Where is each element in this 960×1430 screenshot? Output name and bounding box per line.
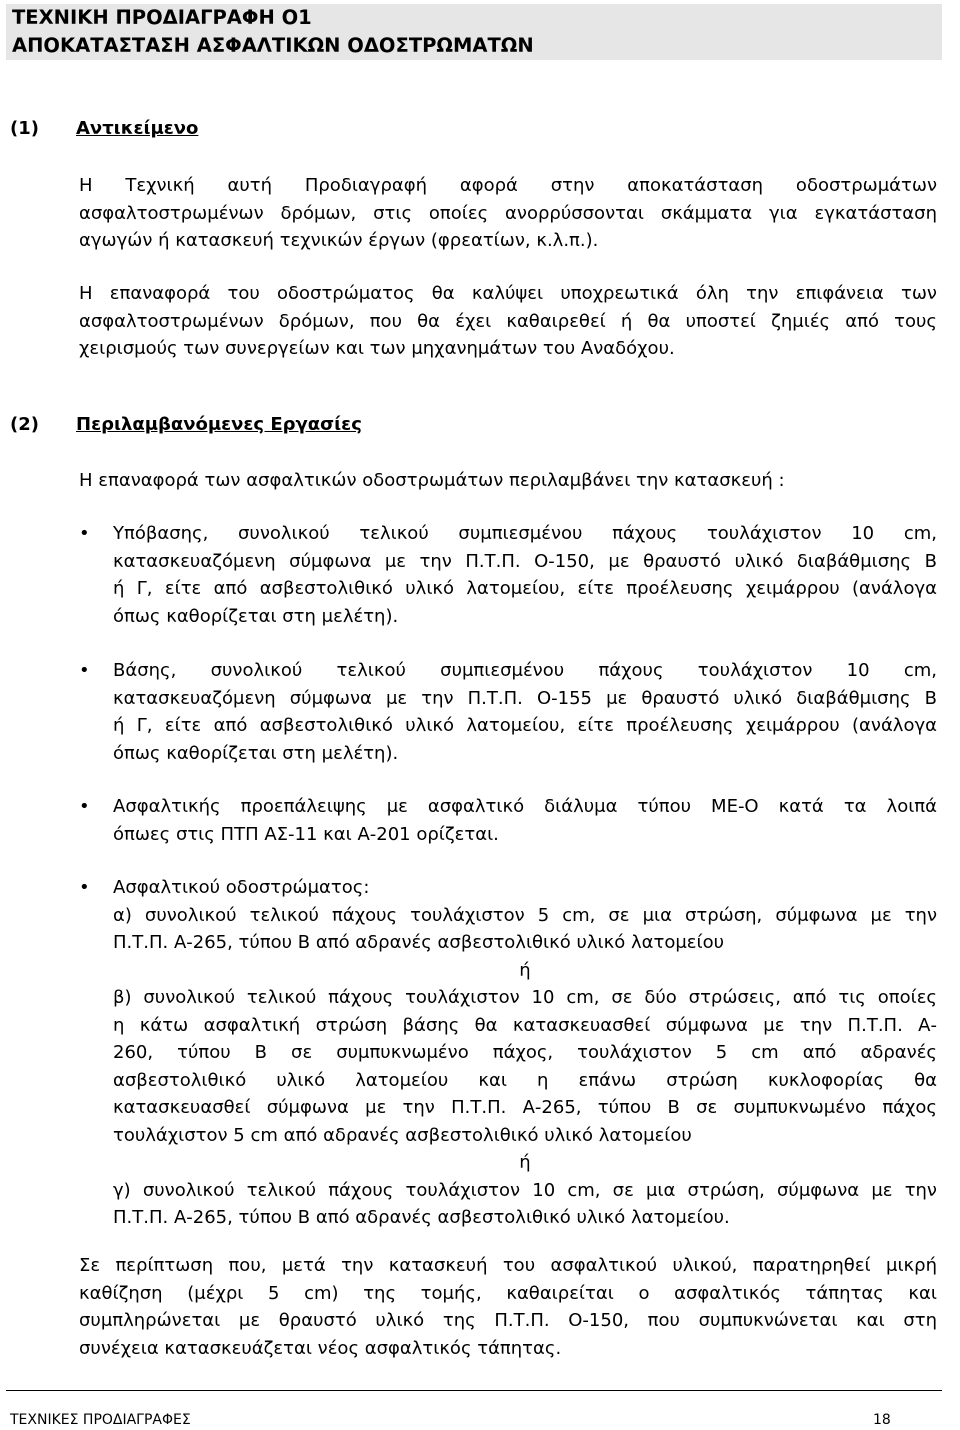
section-number: (1) [10,118,39,139]
document-subtitle: ΑΠΟΚΑΤΑΣΤΑΣΗ ΑΣΦΑΛΤΙΚΩΝ ΟΔΟΣΤΡΩΜΑΤΩΝ [12,34,534,57]
text-line: όπως καθορίζεται στη μελέτη). [113,742,399,764]
section-title: Αντικείμενο [76,118,199,139]
section-1-paragraph-1 [79,172,937,255]
bullet-marker: • [79,877,90,898]
text-line: Σε περίπτωση που, μετά την κατασκευή του ασφαλτικού υλικού, παρατηρηθεί μικρή [79,1255,937,1276]
section-1-paragraph-2 [79,280,937,363]
text-line: όπωες στις ΠΤΠ ΑΣ-11 και Α-201 ορίζεται. [113,823,499,845]
text-line: α) συνολικού τελικού πάχους τουλάχιστον 5 cm, σε μια στρώση, σύμφωνα με την [113,904,937,926]
text-line: β) συνολικού τελικού πάχους τουλάχιστον 10 cm, σε δύο στρώσεις, από τις οποίες [113,987,937,1008]
section-title: Περιλαμβανόμενες Εργασίες [76,414,362,435]
text-line: η κάτω ασφαλτική στρώση βάσης θα κατασκευασθεί σύμφωνα με την Π.Τ.Π. Α- [113,1014,937,1036]
footer-title: ΤΕΧΝΙΚΕΣ ΠΡΟΔΙΑΓΡΑΦΕΣ [10,1412,191,1428]
text-line: κατασκευασθεί σύμφωνα με την Π.Τ.Π. Α-265, τύπου Β σε συμπυκνωμένο πάχος [113,1097,937,1118]
bullet-item-prime-coat [113,793,937,848]
text-line: Ασφαλτικού οδοστρώματος: [113,877,370,898]
text-line: συμπληρώνεται με θραυστό υλικό της Π.Τ.Π. Ο-150, που συμπυκνώνεται και στη [79,1310,937,1331]
text-line: κατασκευαζόμενη σύμφωνα με την Π.Τ.Π. Ο-150, με θραυστό υλικό διαβάθμισης Β [113,550,937,572]
section-2-closing-paragraph [79,1252,937,1362]
text-line: ή Γ, είτε από ασβεστολιθικό υλικό λατομείου, είτε προέλευσης χειμάρρου (ανάλογα [113,715,937,736]
text-line: ασφαλτοστρωμένων δρόμων, που θα έχει καθαιρεθεί ή θα υποστεί ζημιές από τους [79,310,937,332]
bullet-marker: • [79,523,90,544]
bullet-marker: • [79,660,90,681]
page-number: 18 [873,1412,891,1428]
text-line: Π.Τ.Π. Α-265, τύπου Β από αδρανές ασβεστολιθικό υλικό λατομείου. [113,1207,730,1228]
text-line: όπως καθορίζεται στη μελέτη). [113,605,399,627]
text-line: 260, τύπου Β σε συμπυκνωμένο πάχος, τουλάχιστον 5 cm από αδρανές [113,1042,937,1063]
document-title: ΤΕΧΝΙΚΗ ΠΡΟΔΙΑΓΡΑΦΗ Ο1 [12,6,312,29]
text-line: ή Γ, είτε από ασβεστολιθικό υλικό λατομείου, είτε προέλευσης χειμάρρου (ανάλογα [113,578,937,599]
text-line: ασφαλτοστρωμένων δρόμων, στις οποίες ανορρύσσονται σκάμματα για εγκατάσταση [79,202,937,224]
text-line: αγωγών ή κατασκευή τεχνικών έργων (φρεατίων, κ.λ.π.). [79,230,599,251]
bullet-item-subbase [113,520,937,630]
text-line: χειρισμούς των συνεργείων και των μηχανημάτων του Αναδόχου. [79,338,675,359]
document-title-box [6,4,942,60]
text-line: γ) συνολικού τελικού πάχους τουλάχιστον 10 cm, σε μια στρώση, σύμφωνα με την [113,1179,937,1201]
section-2-intro [79,467,937,495]
text-line: Η επαναφορά των ασφαλτικών οδοστρωμάτων περιλαμβάνει την κατασκευή : [79,470,785,491]
text-line: ή [519,959,531,981]
bullet-item-asphalt-pavement [113,874,937,1232]
text-line: Π.Τ.Π. Α-265, τύπου Β από αδρανές ασβεστολιθικό υλικό λατομείου [113,932,725,953]
text-line: ασβεστολιθικό υλικό λατομείου και η επάνω στρώση κυκλοφορίας θα [113,1069,937,1091]
text-line: Η Τεχνική αυτή Προδιαγραφή αφορά στην αποκατάσταση οδοστρωμάτων [79,175,937,196]
text-line: καθίζηση (μέχρι 5 cm) της τομής, καθαιρείται ο ασφαλτικός τάπητας και [79,1282,937,1304]
text-line: Υπόβασης, συνολικού τελικού συμπιεσμένου πάχους τουλάχιστον 10 cm, [113,523,937,544]
footer-divider [6,1390,942,1391]
text-line: Βάσης, συνολικού τελικού συμπιεσμένου πάχους τουλάχιστον 10 cm, [113,660,937,681]
text-line: συνέχεια κατασκευάζεται νέος ασφαλτικός τάπητας. [79,1337,562,1359]
text-line: τουλάχιστον 5 cm από αδρανές ασβεστολιθικό υλικό λατομείου [113,1124,692,1146]
text-line: κατασκευαζόμενη σύμφωνα με την Π.Τ.Π. Ο-155 με θραυστό υλικό διαβάθμισης Β [113,687,937,709]
section-number: (2) [10,414,39,435]
text-line: Η επαναφορά του οδοστρώματος θα καλύψει υποχρεωτικά όλη την επιφάνεια των [79,283,937,304]
text-line: Ασφαλτικής προεπάλειψης με ασφαλτικό διάλυμα τύπου ΜΕ-Ο κατά τα λοιπά [113,796,937,817]
bullet-item-base [113,657,937,767]
text-line: ή [519,1152,531,1173]
bullet-marker: • [79,796,90,817]
